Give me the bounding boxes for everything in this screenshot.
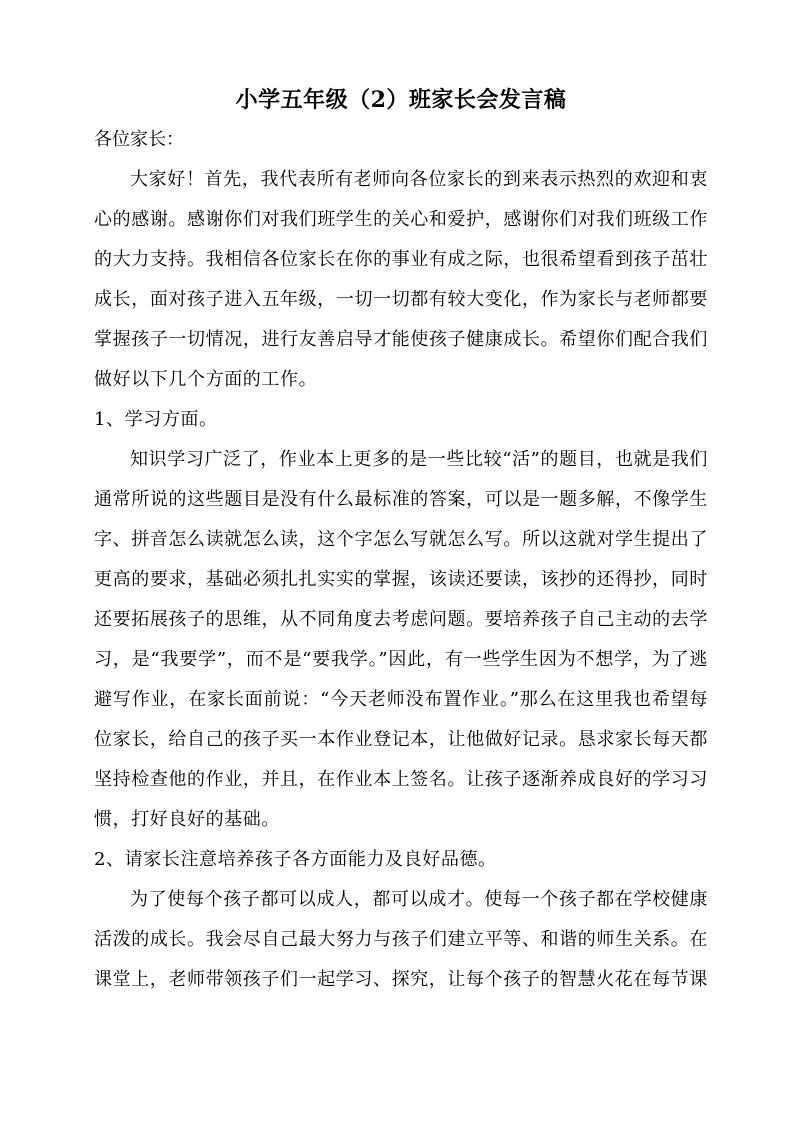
section-body-abilities: 为了使每个孩子都可以成人，都可以成才。使每一个孩子都在学校健康活泼的成长。我会尽自己最大努力与孩子们建立平等、和谐的师生关系。在课堂上，老师带领孩子们一起学习、探究，让每个孩子的智慧火花在每节课 bbox=[94, 889, 708, 990]
section-heading-study: 1、学习方面。 bbox=[94, 409, 218, 430]
salutation: 各位家长： bbox=[94, 129, 184, 150]
section-body-study: 知识学习广泛了，作业本上更多的是一些比较“活”的题目，也就是我们通常所说的这些题目是没有什么最标准的答案，可以是一题多解，不像学生字、拼音怎么读就怎么读，这个字怎么写就怎么写。所以这就对学生提出了更高的要求，基础必须扎扎实实的掌握，该读还要读，该抄的还得抄，同时还要拓展孩子的思维，从不同角度去考虑问题。要培养孩子自己主动的去学习，是“我要学”，而不是“要我学。”因此，有一些学生因为不想学，为了逃避写作业，在家长面前说：“今天老师没布置作业。”那么在这里我也希望每位家长，给自己的孩子买一本作业登记本，让他做好记录。恳求家长每天都坚持检查他的作业，并且，在作业本上签名。让孩子逐渐养成良好的学习习惯，打好良好的基础。 bbox=[94, 449, 708, 830]
document-title: 小学五年级（2）班家长会发言稿 bbox=[235, 87, 567, 113]
intro-paragraph: 大家好！首先，我代表所有老师向各位家长的到来表示热烈的欢迎和衷心的感谢。感谢你们对我们班学生的关心和爱护，感谢你们对我们班级工作的大力支持。我相信各位家长在你的事业有成之际，也很希望看到孩子茁壮成长，面对孩子进入五年级，一切一切都有较大变化，作为家长与老师都要掌握孩子一切情况，进行友善启导才能使孩子健康成长。希望你们配合我们做好以下几个方面的工作。 bbox=[94, 169, 708, 390]
section-heading-abilities: 2、请家长注意培养孩子各方面能力及良好品德。 bbox=[94, 849, 497, 870]
